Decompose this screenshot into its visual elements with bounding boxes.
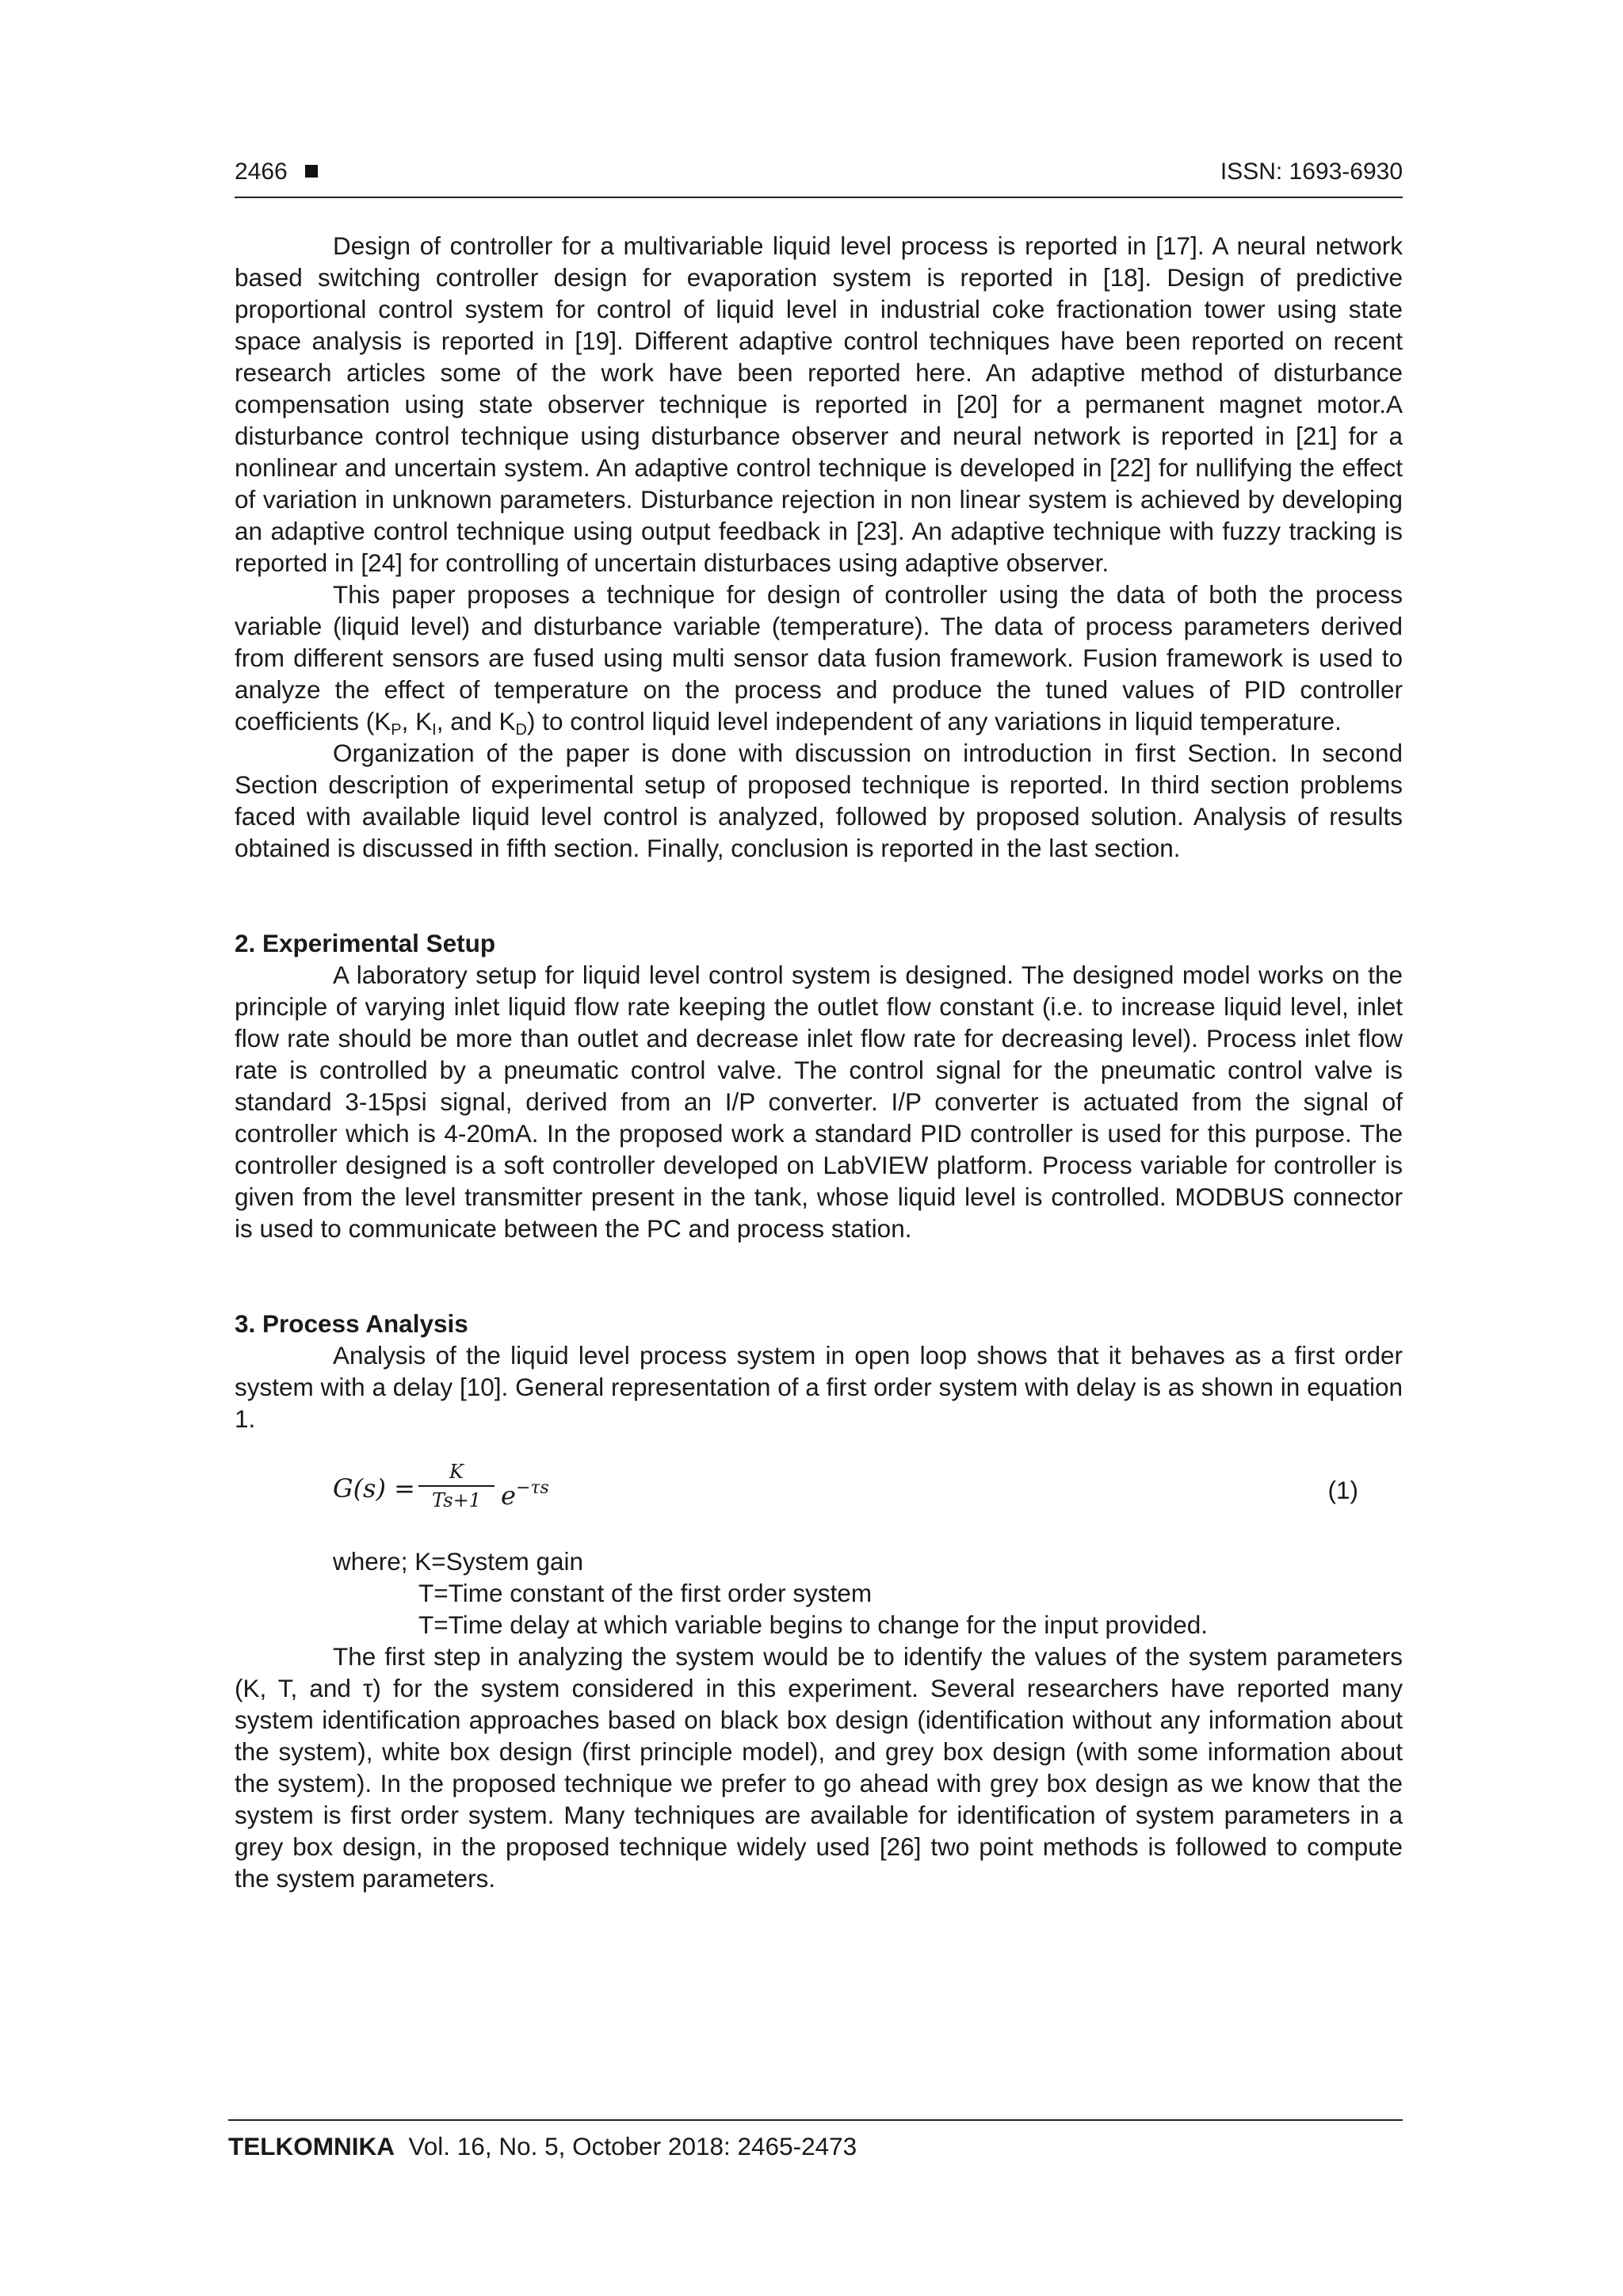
section-heading-experimental-setup: 2. Experimental Setup [235, 929, 496, 957]
section-gap [235, 864, 1403, 927]
issn: ISSN: 1693-6930 [1220, 159, 1403, 185]
page-number-text: 2466 [235, 159, 288, 185]
intro-paragraph-2 [235, 579, 1403, 737]
equation-1 [235, 1458, 1403, 1534]
definition-t: T=Time constant of the first order system [418, 1579, 873, 1607]
page-number [235, 159, 318, 185]
intro-p2-text-a: This paper proposes a technique for design of controller using the data of both the process variable (liquid level) and disturbance variable (temperature). The data of process parameters derived from different sensors are fused using multi sensor data fusion framework. Fusion framework is used to analyze the effect of temperature on the process and produce the tuned values of PID controller coefficients (K [235, 580, 1403, 735]
equation-exponent: −τs [515, 1478, 549, 1498]
subscript-p: P [391, 721, 402, 739]
intro-paragraph-1: Design of controller for a multivariable liquid level process is reported in [17]. A neural network based switching controller design for evaporation system is reported in [18]. Design of predictive proportional control system for control of liquid level in industrial coke fractionation tower using state space analysis is reported in [19]. Different adaptive control techniques have been reported on recent research articles some of the work have been reported here. An adaptive method of disturbance compensation using state observer technique is reported in [20] for a permanent magnet motor.A disturbance control technique using disturbance observer and neural network is reported in [21] for a nonlinear and uncertain system. An adaptive control technique is developed in [22] for nullifying the effect of variation in unknown parameters. Disturbance rejection in non linear system is achieved by developing an adaptive control technique using output feedback in [23]. An adaptive technique with fuzzy tracking is reported in [24] for controlling of uncertain disturbaces using adaptive observer. [235, 231, 1403, 577]
subscript-i: I [432, 721, 437, 739]
equation-base: e [501, 1480, 516, 1511]
square-bullet-icon [305, 165, 318, 178]
subscript-d: D [515, 721, 527, 739]
journal-citation: Vol. 16, No. 5, October 2018: 2465-2473 [408, 2132, 857, 2160]
definition-k: where; K=System gain [333, 1547, 584, 1576]
journal-name: TELKOMNIKA [228, 2132, 395, 2160]
equation-fraction [418, 1460, 495, 1512]
equation-exponential [501, 1473, 549, 1511]
intro-p2-text-b: , K [401, 707, 433, 735]
page-footer [228, 2119, 1403, 2161]
setup-paragraph: A laboratory setup for liquid level control system is designed. The designed model works on the principle of varying inlet liquid flow rate keeping the outlet flow constant (i.e. to increase liquid level, inlet flow rate should be more than outlet and decrease inlet flow rate for decreasing level). Process inlet flow rate is controlled by a pneumatic control valve. The control signal for the pneumatic control valve is standard 3-15psi signal, derived from an I/P converter. I/P converter is actuated from the signal of controller which is 4-20mA. In the proposed work a standard PID controller is used for this purpose. The controller designed is a soft controller developed on LabVIEW platform. Process variable for controller is given from the level transmitter present in the tank, whose liquid level is controlled. MODBUS connector is used to communicate between the PC and process station. [235, 961, 1403, 1243]
equation-number: (1) [1327, 1476, 1358, 1504]
intro-p2-text-c: , and K [436, 707, 516, 735]
intro-p2-text-d: ) to control liquid level independent of any variations in liquid temperature. [526, 707, 1342, 735]
equation-numerator: K [418, 1460, 495, 1487]
analysis-paragraph-2: The first step in analyzing the system would be to identify the values of the system parameters (K, T, and τ) for the system considered in this experiment. Several researchers have reported many system identification approaches based on black box design (identification without any information about the system), white box design (first principle model), and grey box design (with some information about the system). In the proposed technique we prefer to go ahead with grey box design as we know that the system is first order system. Many techniques are available for identification of system parameters in a grey box design, in the proposed technique widely used [26] two point methods is followed to compute the system parameters. [235, 1642, 1403, 1893]
intro-paragraph-3: Organization of the paper is done with discussion on introduction in first Section. In second Section description of experimental setup of proposed technique is reported. In third section problems faced with available liquid level control is analyzed, followed by proposed solution. Analysis of results obtained is discussed in fifth section. Finally, conclusion is reported in the last section. [235, 739, 1403, 862]
page-header [235, 152, 1403, 198]
analysis-paragraph-1: Analysis of the liquid level process system in open loop shows that it behaves as a first order system with a delay [10]. General representation of a first order system with delay is as shown in equation 1. [235, 1341, 1403, 1433]
equation-denominator: Ts+1 [432, 1489, 481, 1511]
section-heading-process-analysis: 3. Process Analysis [235, 1309, 468, 1338]
article-body [235, 230, 1403, 1894]
definition-tau: T=Time delay at which variable begins to change for the input provided. [418, 1610, 1209, 1639]
section-gap [235, 1244, 1403, 1308]
equation-lhs: G(s) = [333, 1473, 415, 1503]
